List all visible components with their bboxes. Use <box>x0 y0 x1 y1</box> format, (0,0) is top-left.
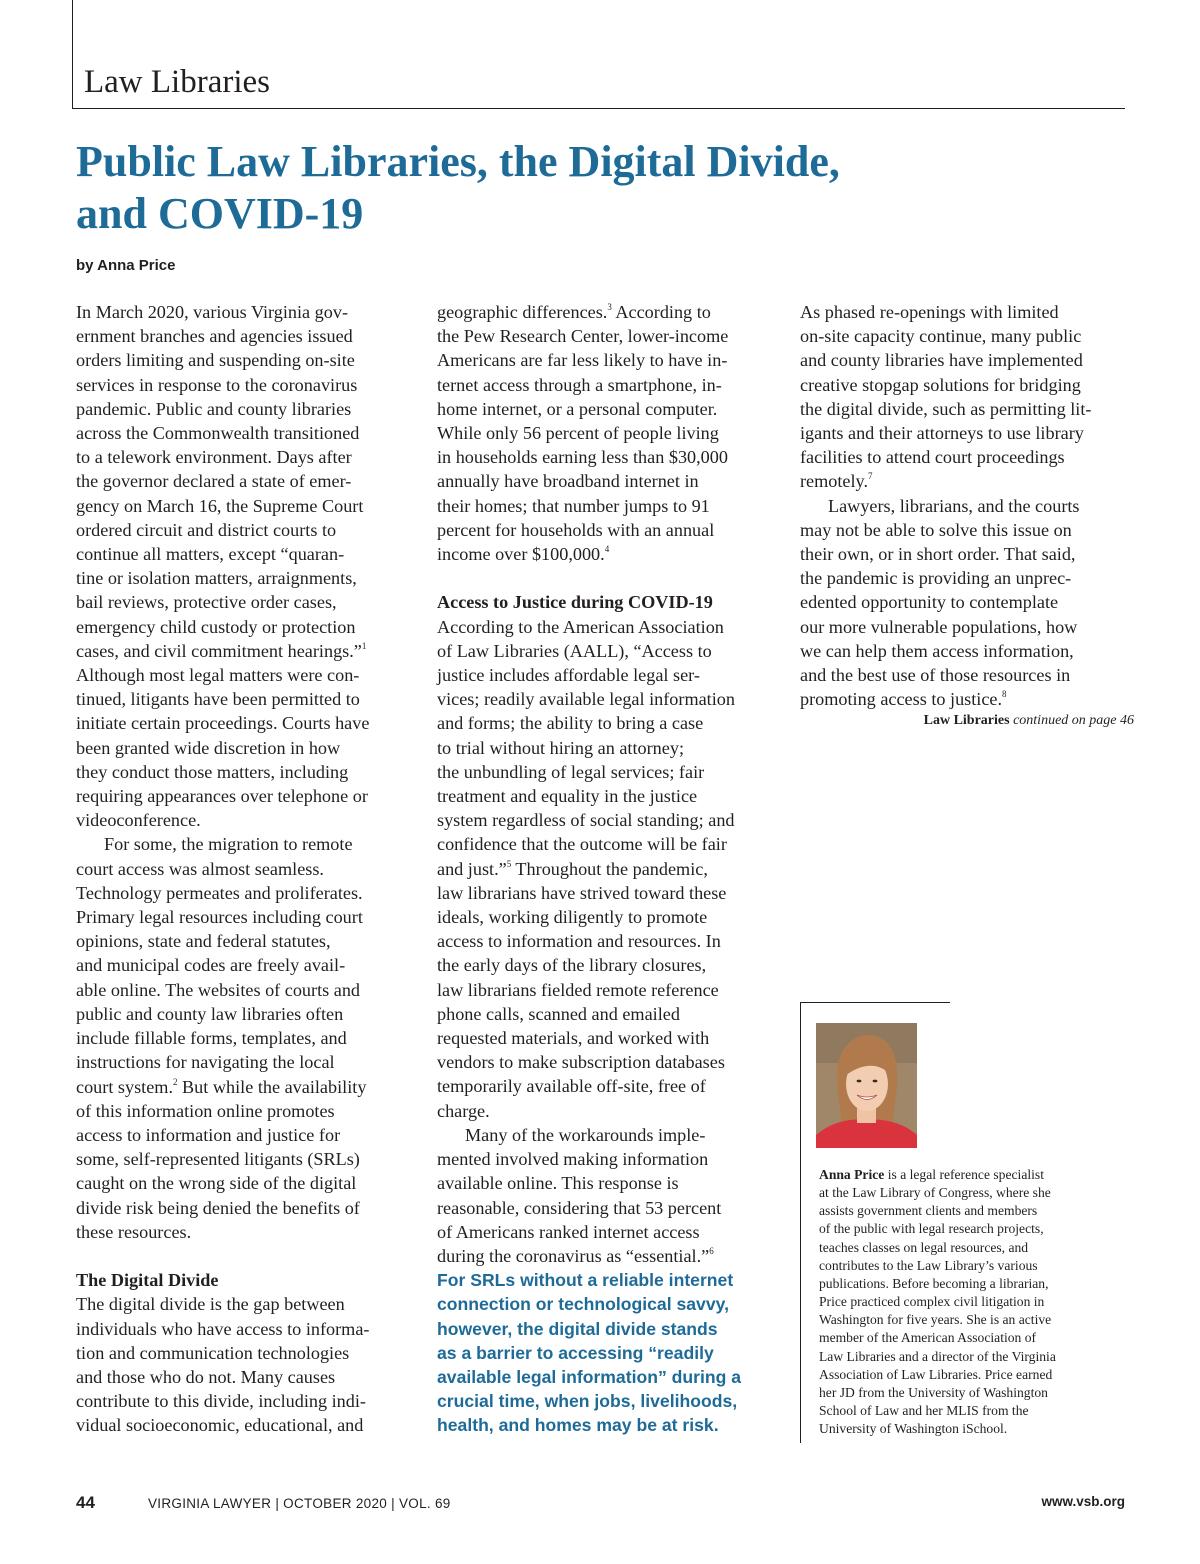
text-line: facilities to attend court proceedings <box>800 447 1065 468</box>
text-line: include fillable forms, templates, and <box>76 1028 347 1049</box>
text-line: Washington for five years. She is an active <box>819 1312 1052 1328</box>
text-line: to trial without hiring an attorney; <box>437 737 684 758</box>
footnote-ref: 6 <box>709 1245 714 1256</box>
text-line: of Law Libraries (AALL), “Access to <box>437 640 712 661</box>
text-line: available online. This response is <box>437 1173 679 1194</box>
footnote-ref: 7 <box>868 471 873 482</box>
text-line: mented involved making information <box>437 1149 709 1170</box>
text-line: their own, or in short order. That said, <box>800 544 1076 565</box>
paragraph <box>437 1123 782 1268</box>
text-line: phone calls, scanned and emailed <box>437 1003 680 1024</box>
text-run: and just.” <box>437 858 507 879</box>
p2b-lines <box>76 1099 416 1244</box>
text-run: court system. <box>76 1076 173 1097</box>
text-line: contributes to the Law Library’s various <box>819 1257 1038 1273</box>
text-line <box>76 1075 416 1099</box>
pull-quote-line: For SRLs without a reliable internet <box>437 1270 734 1291</box>
continued-page: continued on page 46 <box>1009 713 1134 729</box>
text-line: the Pew Research Center, lower-income <box>437 326 729 347</box>
text-line: assists government clients and members <box>819 1203 1038 1219</box>
text-run: promoting access to justice. <box>800 689 1003 710</box>
section-heading: Access to Justice during COVID-19 <box>437 592 713 613</box>
text-line: and municipal codes are freely avail- <box>76 955 346 976</box>
text-run: According to <box>611 302 711 322</box>
text-line: and the best use of those resources in <box>800 665 1071 686</box>
paragraph <box>76 1292 416 1437</box>
footnote-ref: 2 <box>173 1076 178 1087</box>
text-line: law librarians fielded remote reference <box>437 979 719 1000</box>
section-rule-vertical <box>72 0 73 108</box>
page-number: 44 <box>76 1493 95 1512</box>
footnote-ref: 4 <box>604 544 610 555</box>
portrait-eye-left <box>857 1080 862 1083</box>
pull-quote-line: health, and homes may be at risk. <box>437 1415 719 1436</box>
text-line: access to information and justice for <box>76 1124 341 1145</box>
text-line: Law Libraries and a director of the Virginia <box>819 1348 1056 1364</box>
text-line: vendors to make subscription databases <box>437 1052 725 1073</box>
paragraph-gap <box>437 566 782 590</box>
text-line: requested materials, and worked with <box>437 1028 710 1049</box>
text-line: on-site capacity continue, many public <box>800 326 1082 347</box>
text-line: the unbundling of legal services; fair <box>437 761 705 782</box>
text-line: Although most legal matters were con- <box>76 665 360 686</box>
paragraph <box>437 300 782 566</box>
continued-note[interactable] <box>800 712 1134 730</box>
text-line: Association of Law Libraries. Price earned <box>819 1366 1053 1382</box>
text-line: services in response to the coronavirus <box>76 374 358 395</box>
text-line: contribute to this divide, including indi- <box>76 1391 366 1412</box>
text-line: videoconference. <box>76 810 201 831</box>
text-line: in households earning less than $30,000 <box>437 447 728 468</box>
byline: by Anna Price <box>76 257 176 274</box>
text-line: our more vulnerable populations, how <box>800 616 1078 637</box>
p2-lines <box>76 832 416 1074</box>
text-line: Technology permeates and proliferates. <box>76 882 363 903</box>
text-line: instructions for navigating the local <box>76 1052 335 1073</box>
p1b-lines <box>76 663 416 832</box>
p1-lines <box>437 324 782 542</box>
text-run: remotely. <box>800 471 869 492</box>
body-column-1 <box>76 300 416 1438</box>
text-line: justice includes affordable legal ser- <box>437 665 700 686</box>
text-line: bail reviews, protective order cases, <box>76 592 337 613</box>
paragraph <box>76 832 416 1243</box>
bio-rule-horizontal <box>800 1002 950 1003</box>
footnote-ref: 3 <box>607 302 612 312</box>
text-line: opinions, state and federal statutes, <box>76 931 331 952</box>
text-line: publications. Before becoming a librarian, <box>819 1275 1049 1291</box>
title-line: Public Law Libraries, the Digital Divide, <box>76 137 840 186</box>
text-line <box>437 1244 782 1268</box>
text-line: and those who do not. Many causes <box>76 1366 336 1387</box>
text-run: But while the availability <box>177 1076 367 1097</box>
text-line: of Americans ranked internet access <box>437 1221 700 1242</box>
text-line: tine or isolation matters, arraignments, <box>76 568 357 589</box>
text-line: Price practiced complex civil litigation in <box>819 1294 1045 1310</box>
text-line: divide risk being denied the benefits of <box>76 1197 360 1218</box>
text-line: caught on the wrong side of the digital <box>76 1173 357 1194</box>
text-run: cases, and civil commitment hearings.” <box>76 640 362 661</box>
section-heading: The Digital Divide <box>76 1270 219 1291</box>
text-run: during the coronavirus as “essential.” <box>437 1245 710 1266</box>
paragraph-gap <box>76 1244 416 1268</box>
text-line: been granted wide discretion in how <box>76 737 341 758</box>
text-line: court access was almost seamless. <box>76 858 324 879</box>
pull-quote-line: available legal information” during a <box>437 1366 742 1387</box>
footnote-ref: 1 <box>361 640 367 651</box>
text-line: her JD from the University of Washington <box>819 1384 1048 1400</box>
article-title <box>76 136 1076 240</box>
p3-lines <box>437 1123 782 1244</box>
text-line: they conduct those matters, including <box>76 761 349 782</box>
text-line: School of Law and her MLIS from the <box>819 1403 1029 1419</box>
author-portrait <box>816 1023 917 1148</box>
bio-name: Anna Price <box>819 1167 885 1182</box>
text-line: According to the American Association <box>437 616 724 637</box>
text-line: may not be able to solve this issue on <box>800 519 1072 540</box>
portrait-eye-right <box>873 1080 878 1083</box>
pull-quote-line: crucial time, when jobs, livelihoods, <box>437 1391 738 1412</box>
text-line: access to information and resources. In <box>437 931 721 952</box>
text-line: vidual socioeconomic, educational, and <box>76 1415 364 1436</box>
text-line: of the public with legal research projects, <box>819 1221 1044 1237</box>
pull-quote-line: however, the digital divide stands <box>437 1318 718 1339</box>
pull-quote <box>437 1268 782 1437</box>
publication-line: VIRGINIA LAWYER | OCTOBER 2020 | VOL. 69 <box>148 1496 451 1511</box>
text-line: percent for households with an annual <box>437 519 715 540</box>
p2-lines <box>800 494 1130 688</box>
text-line: As phased re-openings with limited <box>800 302 1059 322</box>
text-line: orders limiting and suspending on-site <box>76 350 355 371</box>
p1-lines <box>800 300 1130 469</box>
text-run: is a legal reference specialist <box>884 1167 1044 1182</box>
text-line: confidence that the outcome will be fair <box>437 834 727 855</box>
pull-quote-line: connection or technological savvy, <box>437 1294 729 1315</box>
text-line: continue all matters, except “quaran- <box>76 544 345 565</box>
text-line <box>800 687 1130 711</box>
text-line: University of Washington iSchool. <box>819 1421 1008 1437</box>
title-line: and COVID-19 <box>76 189 364 238</box>
text-line: Lawyers, librarians, and the courts <box>828 495 1080 516</box>
p3-lines <box>76 1292 416 1437</box>
text-line: Americans are far less likely to have in- <box>437 350 728 371</box>
text-line: able online. The websites of courts and <box>76 979 361 1000</box>
text-line: we can help them access information, <box>800 640 1074 661</box>
text-line: igants and their attorneys to use library <box>800 423 1084 444</box>
text-run: income over $100,000. <box>437 544 605 565</box>
section-label: Law Libraries <box>84 64 270 100</box>
text-line: For some, the migration to remote <box>104 834 353 855</box>
text-line: ideals, working diligently to promote <box>437 907 708 928</box>
text-line: ordered circuit and district courts to <box>76 519 337 540</box>
text-line: emergency child custody or protection <box>76 616 356 637</box>
footnote-ref: 8 <box>1002 689 1007 700</box>
paragraph <box>76 300 416 832</box>
text-line: teaches classes on legal resources, and <box>819 1239 1029 1255</box>
text-line: The digital divide is the gap between <box>76 1294 345 1315</box>
text-line: at the Law Library of Congress, where she <box>819 1185 1051 1201</box>
section-rule-horizontal <box>72 108 1125 109</box>
paragraph <box>800 494 1130 712</box>
text-line <box>800 469 1130 493</box>
text-line: across the Commonwealth transitioned <box>76 423 360 444</box>
text-line: vices; readily available legal information <box>437 689 735 710</box>
text-line <box>819 1166 1109 1184</box>
paragraph <box>800 300 1130 494</box>
text-line: reasonable, considering that 53 percent <box>437 1197 722 1218</box>
paragraph <box>437 615 782 1123</box>
p2b-lines <box>437 881 782 1123</box>
text-line: edented opportunity to contemplate <box>800 592 1059 613</box>
text-line: some, self-represented litigants (SRLs) <box>76 1149 360 1170</box>
text-line: In March 2020, various Virginia gov- <box>76 302 349 322</box>
footnote-ref: 5 <box>506 858 512 869</box>
text-run: geographic differences. <box>437 302 608 322</box>
bio-lines <box>819 1184 1109 1438</box>
text-line: individuals who have access to informa- <box>76 1318 370 1339</box>
text-line: initiate certain proceedings. Courts have <box>76 713 370 734</box>
text-line: their homes; that number jumps to 91 <box>437 495 710 516</box>
text-line: gency on March 16, the Supreme Court <box>76 495 364 516</box>
text-line: public and county law libraries often <box>76 1003 344 1024</box>
text-line: tinued, litigants have been permitted to <box>76 689 360 710</box>
text-line: home internet, or a personal computer. <box>437 398 718 419</box>
text-line: temporarily available off-site, free of <box>437 1076 706 1097</box>
text-line: and forms; the ability to bring a case <box>437 713 704 734</box>
text-line: the governor declared a state of emer- <box>76 471 352 492</box>
author-bio <box>819 1166 1109 1438</box>
text-line: member of the American Association of <box>819 1330 1037 1346</box>
text-line <box>437 857 782 881</box>
text-line: Many of the workarounds imple- <box>465 1124 706 1145</box>
text-line: Primary legal resources including court <box>76 907 363 928</box>
text-line: tion and communication technologies <box>76 1342 350 1363</box>
text-line: pandemic. Public and county libraries <box>76 398 352 419</box>
text-line: the pandemic is providing an unprec- <box>800 568 1072 589</box>
body-column-2 <box>437 300 782 1438</box>
text-line: the early days of the library closures, <box>437 955 707 976</box>
p2-lines <box>437 615 782 857</box>
text-line <box>437 300 782 324</box>
text-line: system regardless of social standing; and <box>437 810 735 831</box>
text-line <box>437 542 782 566</box>
text-line: to a telework environment. Days after <box>76 447 352 468</box>
continued-section: Law Libraries <box>923 713 1010 729</box>
text-line: the digital divide, such as permitting lit- <box>800 398 1092 419</box>
text-line: creative stopgap solutions for bridging <box>800 374 1081 395</box>
text-line: ternet access through a smartphone, in- <box>437 374 722 395</box>
text-line: treatment and equality in the justice <box>437 786 698 807</box>
pull-quote-line: as a barrier to accessing “readily <box>437 1342 714 1363</box>
text-line: these resources. <box>76 1221 192 1242</box>
text-line: While only 56 percent of people living <box>437 423 719 444</box>
text-line: of this information online promotes <box>76 1100 335 1121</box>
text-line: charge. <box>437 1100 490 1121</box>
bio-rule-vertical <box>800 1002 801 1443</box>
website-link[interactable]: www.vsb.org <box>1041 1494 1125 1509</box>
text-line: annually have broadband internet in <box>437 471 699 492</box>
p1-lines <box>76 300 416 639</box>
text-line: law librarians have strived toward these <box>437 882 727 903</box>
text-line: requiring appearances over telephone or <box>76 786 368 807</box>
text-line <box>76 639 416 663</box>
text-line: ernment branches and agencies issued <box>76 326 353 347</box>
text-line: and county libraries have implemented <box>800 350 1083 371</box>
body-column-3 <box>800 300 1134 730</box>
text-run: Throughout the pandemic, <box>511 858 708 879</box>
